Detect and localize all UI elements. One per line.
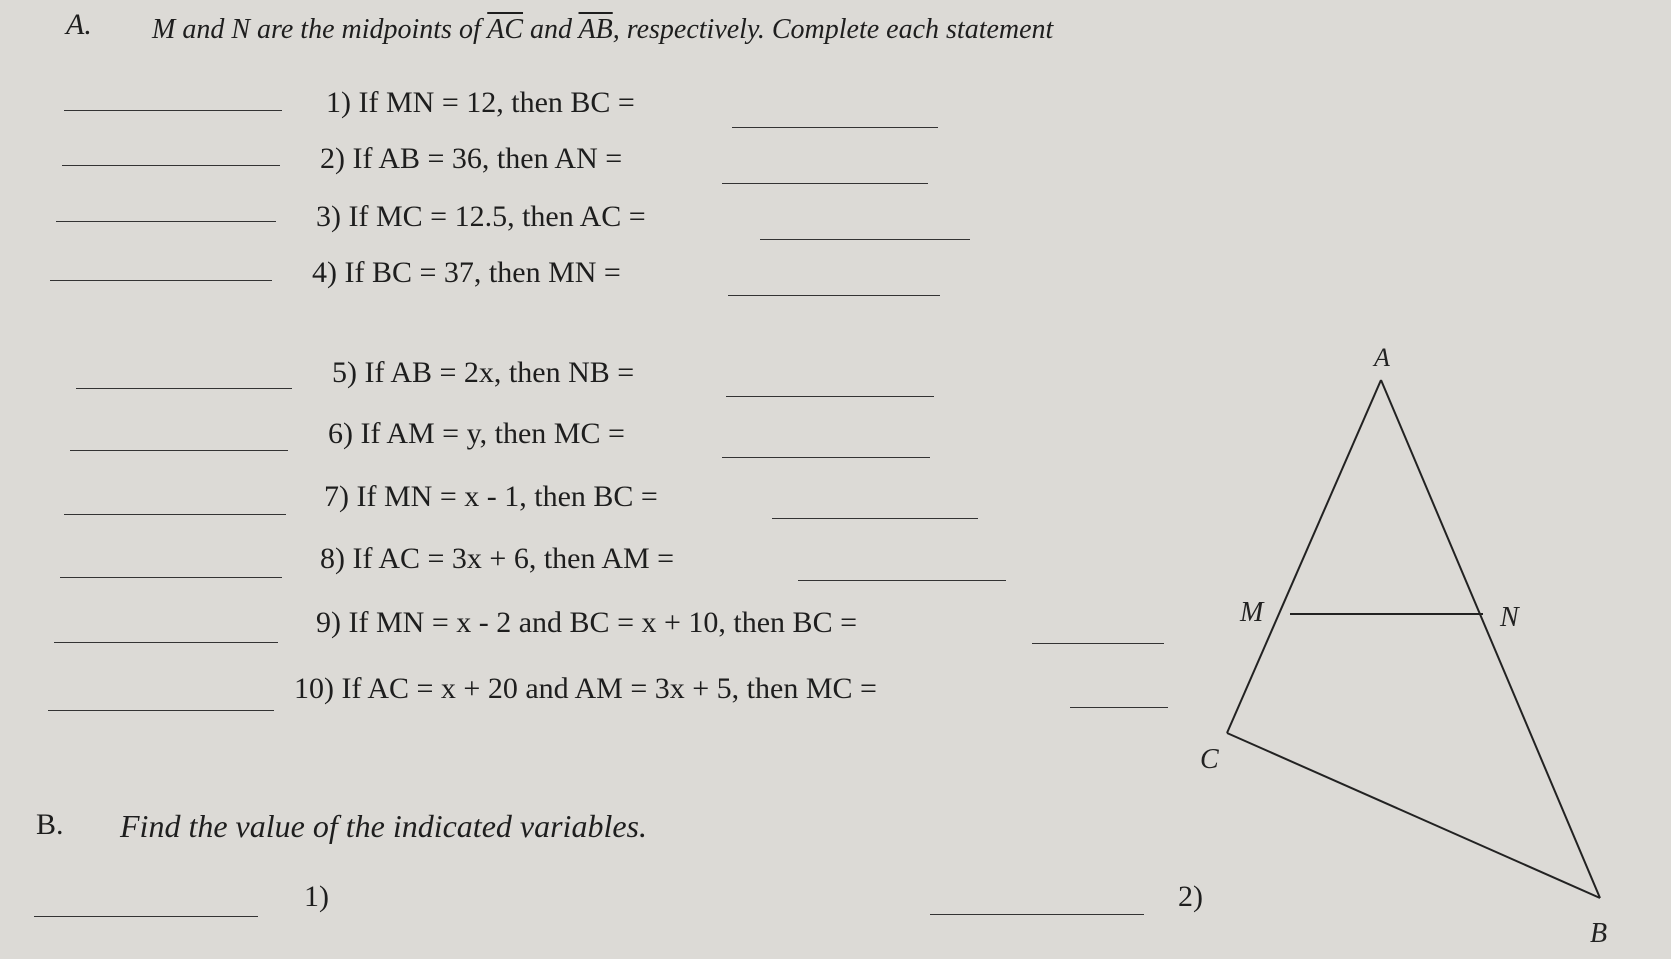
label-n: N	[1500, 602, 1519, 633]
label-c: C	[1200, 744, 1219, 775]
section-b-heading: Find the value of the indicated variables.	[120, 808, 647, 844]
segment-am-c	[1227, 380, 1381, 733]
question-number: 8)	[320, 542, 345, 575]
question-text: If MC = 12.5, then AC =	[348, 200, 646, 233]
question-text: If AB = 36, then AN =	[352, 142, 623, 175]
question-text: If MN = x - 2 and BC = x + 10, then BC =	[348, 606, 857, 639]
section-b-item-2: 2)	[1178, 880, 1203, 913]
intro-part2: , respectively. Complete each statement	[612, 14, 1054, 45]
label-m: M	[1240, 597, 1264, 628]
question-text: If MN = x - 1, then BC =	[356, 480, 658, 513]
intro-part1: M and N are the midpoints of	[152, 14, 481, 45]
question-text: If AB = 2x, then NB =	[364, 356, 635, 389]
question-number: 10)	[294, 672, 334, 705]
label-b: B	[1590, 918, 1608, 949]
intro-and: and	[530, 14, 573, 45]
label-a: A	[1374, 343, 1390, 372]
segment-ab: $\overline{AB}$	[578, 14, 613, 45]
question-text: If AM = y, then MC =	[360, 417, 625, 450]
segment-cb	[1227, 733, 1600, 898]
segment-ac: $\overline{AC}$	[487, 14, 524, 45]
question-text: If MN = 12, then BC =	[358, 86, 635, 119]
question-number: 9)	[316, 606, 341, 639]
segment-ab	[1381, 380, 1600, 898]
question-number: 1)	[326, 86, 351, 119]
section-b-item-1: 1)	[304, 880, 329, 913]
question-text: If BC = 37, then MN =	[344, 256, 621, 289]
question-number: 5)	[332, 356, 357, 389]
question-number: 2)	[320, 142, 345, 175]
question-text: If AC = x + 20 and AM = 3x + 5, then MC =	[341, 672, 877, 705]
section-b-letter: B.	[36, 808, 64, 841]
question-number: 4)	[312, 256, 337, 289]
question-number: 3)	[316, 200, 341, 233]
question-number: 6)	[328, 417, 353, 450]
question-number: 7)	[324, 480, 349, 513]
section-a-letter: A.	[66, 8, 92, 41]
question-text: If AC = 3x + 6, then AM =	[352, 542, 675, 575]
